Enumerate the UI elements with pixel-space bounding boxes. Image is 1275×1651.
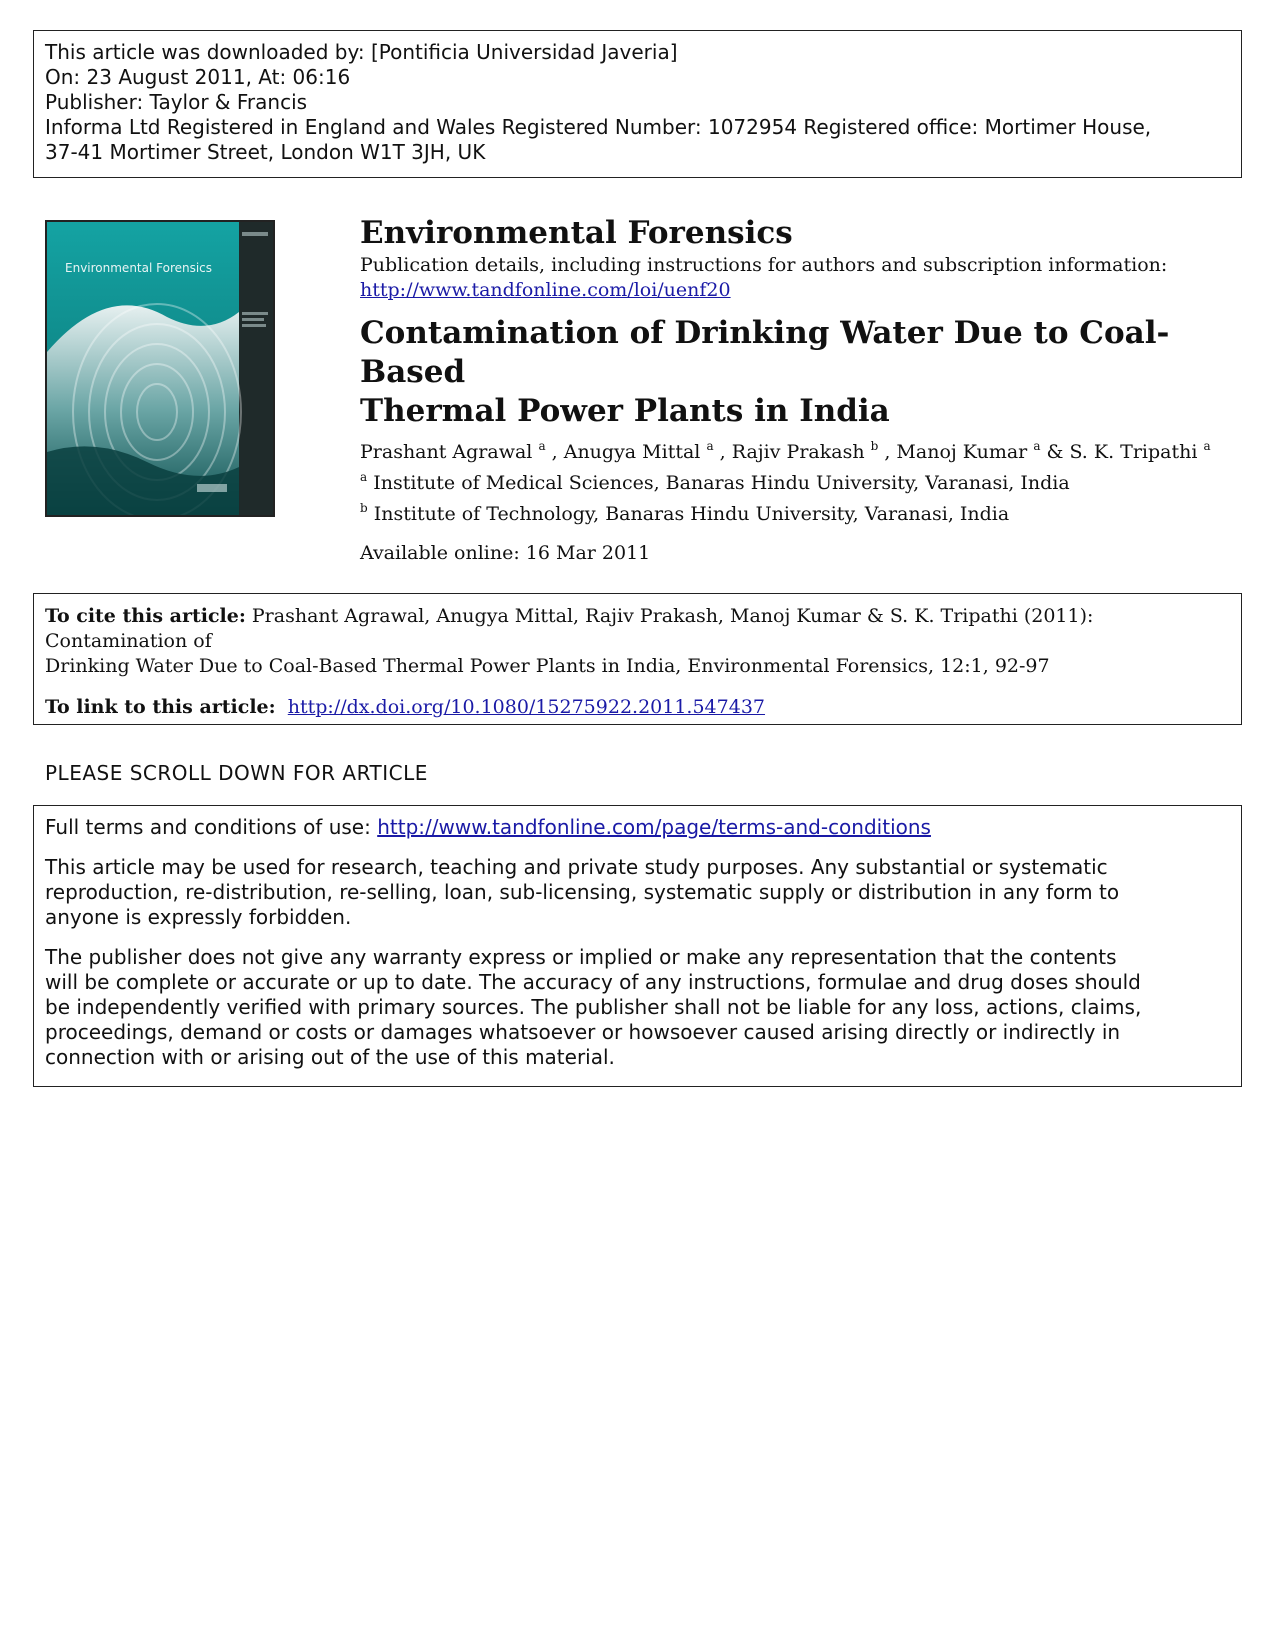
author-name: Manoj Kumar	[896, 441, 1028, 463]
article-header	[360, 213, 1240, 564]
journal-url-link[interactable]: http://www.tandfonline.com/loi/uenf20	[360, 279, 731, 301]
download-date-line: On: 23 August 2011, At: 06:16	[45, 65, 351, 89]
cite-text: Prashant Agrawal, Anugya Mittal, Rajiv Prakash, Manoj Kumar & S. K. Tripathi (2011): Contamination of	[45, 605, 1094, 652]
terms-line: reproduction, re-distribution, re-selling, loan, sub-licensing, systematic supply or distribution in any form to	[45, 880, 1120, 904]
terms-box	[33, 805, 1242, 1087]
affiliation-mark: a	[1203, 439, 1211, 453]
doi-link[interactable]: http://dx.doi.org/10.1080/15275922.2011.547437	[287, 696, 766, 718]
link-label: To link to this article:	[45, 696, 276, 718]
author-list	[360, 439, 1240, 465]
author-separator: ,	[713, 441, 732, 463]
affiliation-mark: a	[1033, 439, 1041, 453]
article-title-line: Contamination of Drinking Water Due to Coal-Based	[360, 315, 1170, 390]
disclaimer-paragraph	[45, 945, 1230, 1070]
disclaimer-line: will be complete or accurate or up to date. The accuracy of any instructions, formulae and drug doses should	[45, 970, 1141, 994]
disclaimer-line: proceedings, demand or costs or damages whatsoever or howsoever caused arising directly or indirectly in	[45, 1020, 1121, 1044]
scroll-notice: PLEASE SCROLL DOWN FOR ARTICLE	[45, 761, 428, 785]
author-name: Rajiv Prakash	[731, 441, 865, 463]
article-title	[360, 314, 1240, 431]
citation-box	[33, 593, 1242, 725]
terms-link[interactable]: http://www.tandfonline.com/page/terms-and-conditions	[377, 815, 931, 839]
terms-paragraph	[45, 855, 1230, 930]
disclaimer-line: connection with or arising out of the use of this material.	[45, 1045, 615, 1069]
affiliation-item	[360, 470, 1240, 496]
author-separator: ,	[878, 441, 897, 463]
affiliation-text: Institute of Technology, Banaras Hindu University, Varanasi, India	[373, 503, 1010, 525]
author-name: S. K. Tripathi	[1069, 441, 1198, 463]
author-name: Prashant Agrawal	[360, 441, 533, 463]
affiliation-item	[360, 501, 1240, 527]
available-online-date: Available online: 16 Mar 2011	[360, 542, 651, 564]
affiliation-mark: a	[706, 439, 714, 453]
journal-title: Environmental Forensics	[360, 215, 793, 251]
disclaimer-line: be independently verified with primary sources. The publisher shall not be liable for any loss, actions, claims,	[45, 995, 1142, 1019]
cite-text: Drinking Water Due to Coal-Based Thermal Power Plants in India, Environmental Forensics, 12:1, 92-97	[45, 655, 1050, 677]
article-title-line: Thermal Power Plants in India	[360, 393, 890, 429]
terms-line: This article may be used for research, teaching and private study purposes. Any substantial or systematic	[45, 855, 1108, 879]
address-line: 37-41 Mortimer Street, London W1T 3JH, UK	[45, 140, 486, 164]
terms-line: anyone is expressly forbidden.	[45, 905, 352, 929]
publisher-line: Publisher: Taylor & Francis	[45, 90, 308, 114]
disclaimer-line: The publisher does not give any warranty express or implied or make any representation that the contents	[45, 945, 1117, 969]
cover-title: Environmental Forensics	[65, 261, 213, 275]
affiliation-mark: b	[870, 439, 879, 453]
author-separator: ,	[545, 441, 564, 463]
author-name: Anugya Mittal	[563, 441, 701, 463]
cite-label: To cite this article:	[45, 605, 246, 627]
download-line: This article was downloaded by: [Pontificia Universidad Javeria]	[45, 40, 678, 64]
affiliation-text: Institute of Medical Sciences, Banaras Hindu University, Varanasi, India	[373, 472, 1070, 494]
journal-cover-art	[47, 222, 273, 515]
terms-label: Full terms and conditions of use:	[45, 815, 371, 839]
download-notice-box	[33, 30, 1242, 178]
journal-cover-image	[45, 220, 275, 517]
affiliation-mark: a	[538, 439, 546, 453]
affiliation-mark: b	[360, 501, 368, 515]
registration-line: Informa Ltd Registered in England and Wales Registered Number: 1072954 Registered office: Mortimer House,	[45, 115, 1152, 139]
author-separator: &	[1040, 441, 1070, 463]
affiliation-mark: a	[360, 470, 368, 484]
publication-details: Publication details, including instructions for authors and subscription information:	[360, 254, 1168, 276]
